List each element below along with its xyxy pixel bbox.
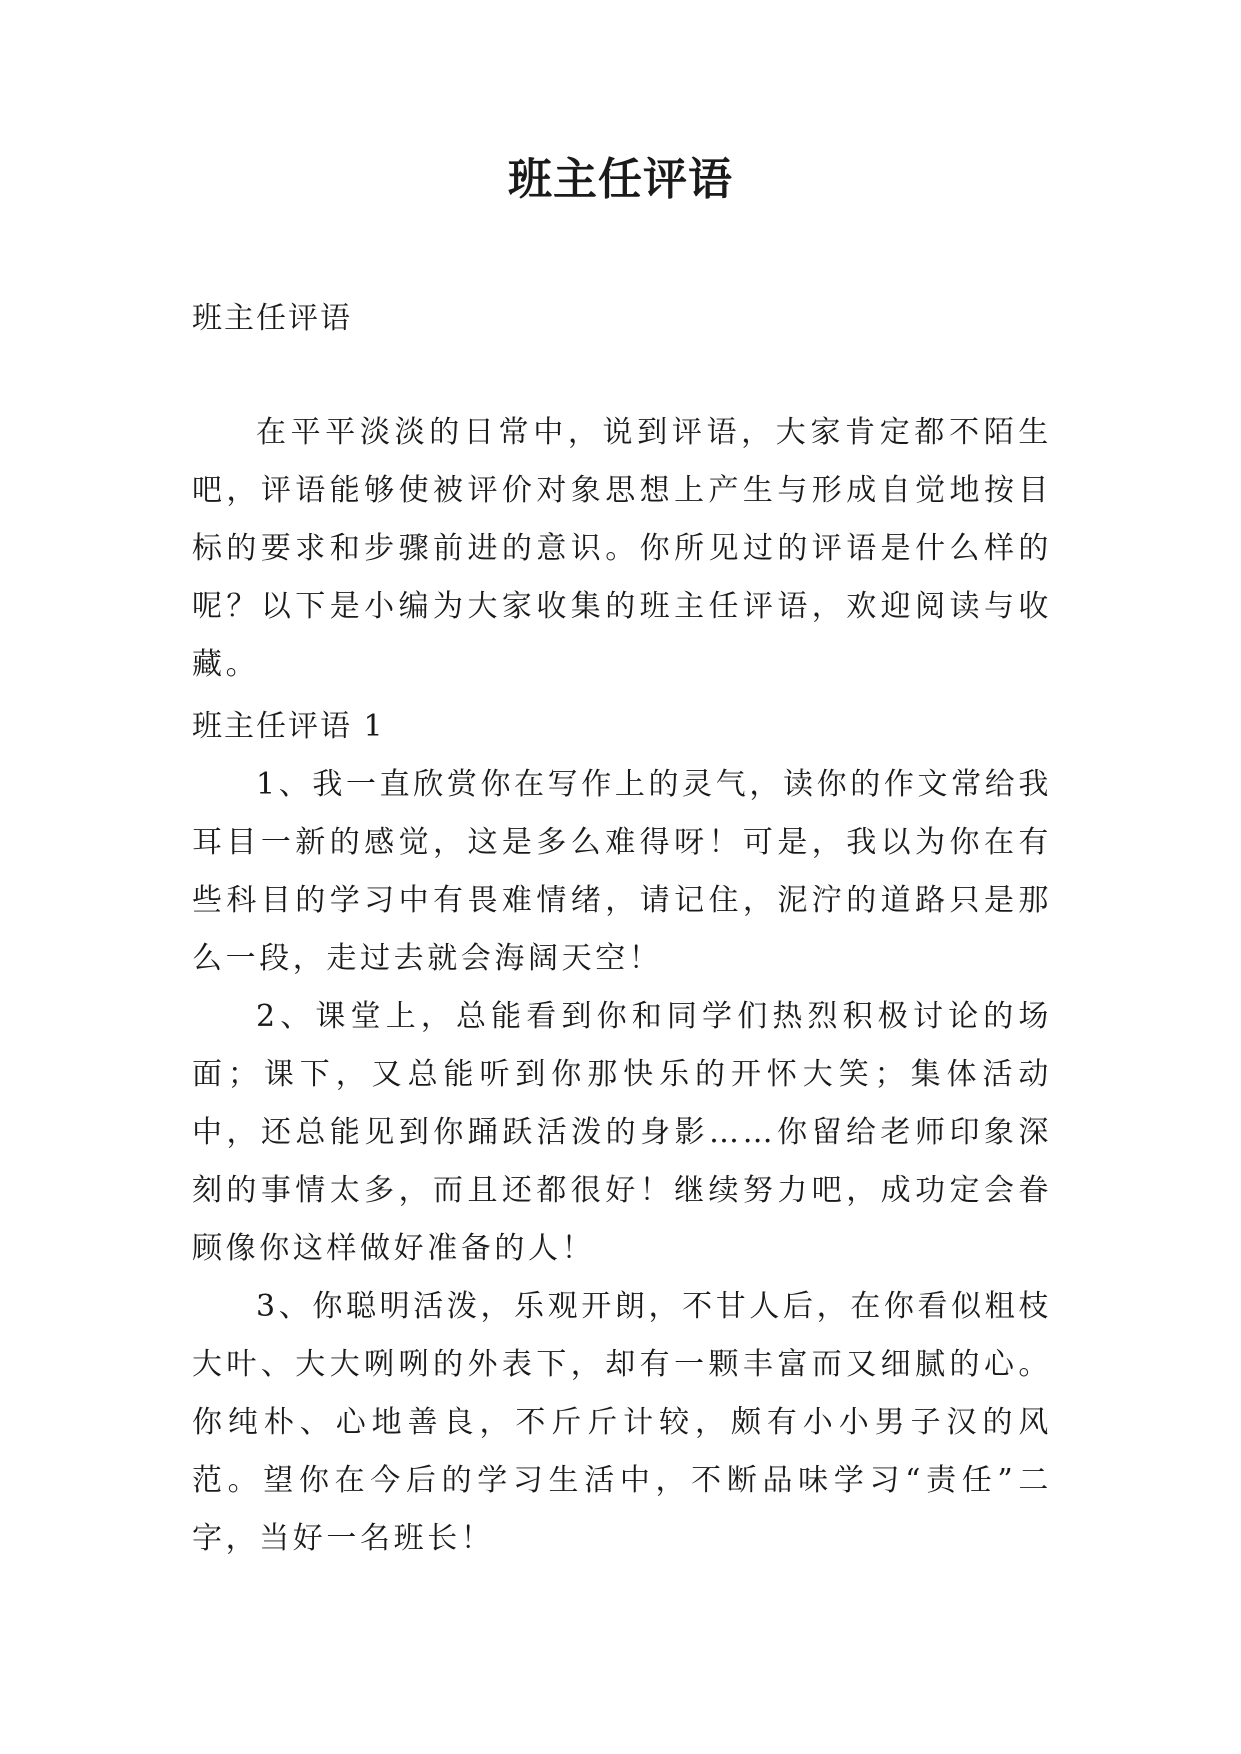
intro-paragraph: 在平平淡淡的日常中，说到评语，大家肯定都不陌生吧，评语能够使被评价对象思想上产生与形成自觉地按目标的要求和步骤前进的意识。你所见过的评语是什么样的呢？以下是小编为大家收集的班主任评语，欢迎阅读与收藏。	[192, 415, 1052, 682]
section-title: 班主任评语 1	[192, 709, 385, 744]
comment-item-3: 3、你聪明活泼，乐观开朗，不甘人后，在你看似粗枝大叶、大大咧咧的外表下，却有一颗丰富而又细腻的心。你纯朴、心地善良，不斤斤计较，颇有小小男子汉的风范。望你在今后的学习生活中，不断品味学习“责任”二字，当好一名班长！	[192, 1289, 1052, 1556]
comment-item-1: 1、我一直欣赏你在写作上的灵气，读你的作文常给我耳目一新的感觉，这是多么难得呀！可是，我以为你在有些科目的学习中有畏难情绪，请记住，泥泞的道路只是那么一段，走过去就会海阔天空！	[192, 767, 1052, 976]
document-title: 班主任评语	[508, 154, 733, 205]
comment-item-2: 2、课堂上，总能看到你和同学们热烈积极讨论的场面；课下，又总能听到你那快乐的开怀大笑；集体活动中，还总能见到你踊跃活泼的身影……你留给老师印象深刻的事情太多，而且还都很好！继续努力吧，成功定会眷顾像你这样做好准备的人！	[192, 999, 1052, 1266]
document-subtitle: 班主任评语	[192, 301, 352, 336]
